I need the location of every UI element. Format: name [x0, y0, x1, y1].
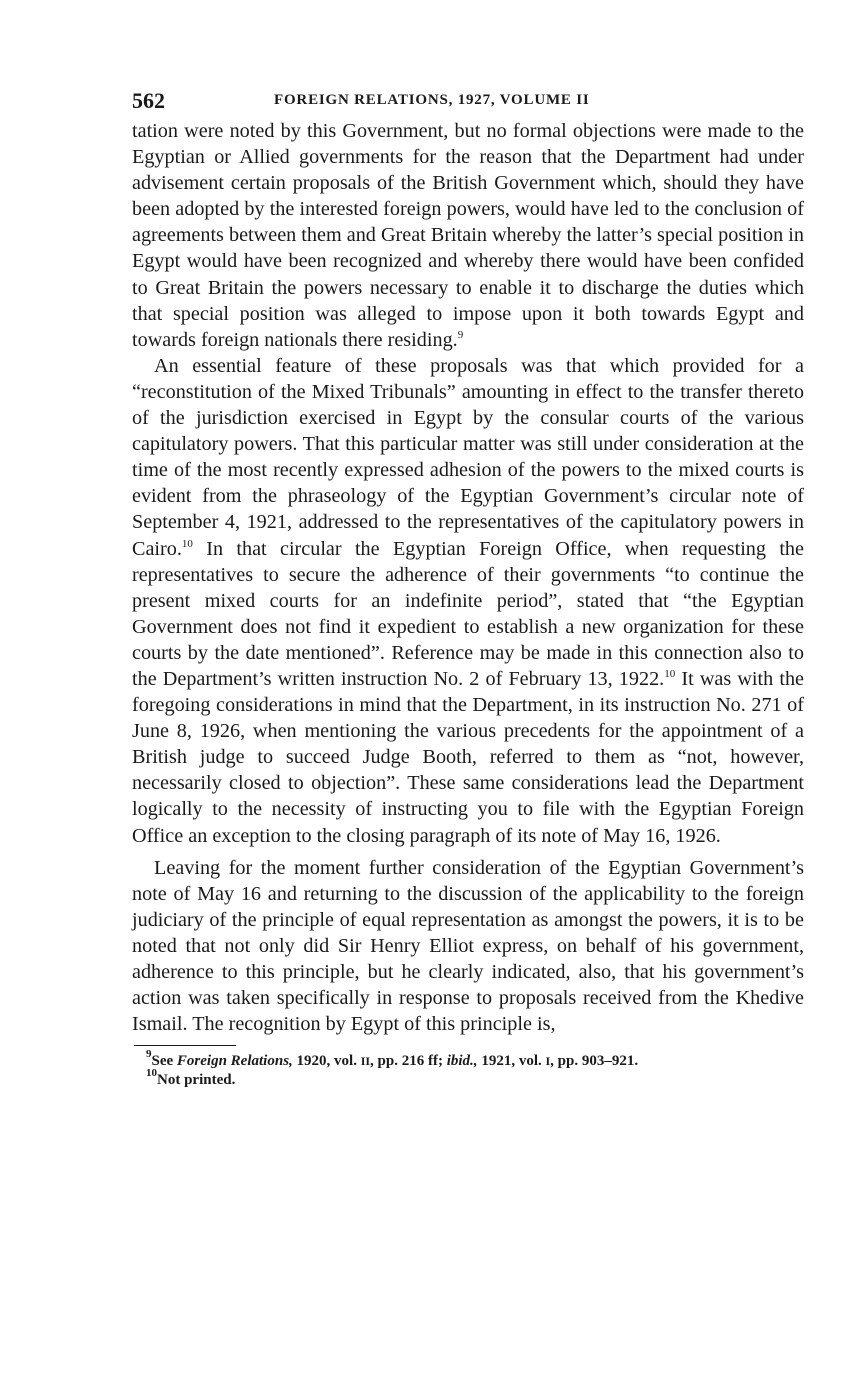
running-title: FOREIGN RELATIONS, 1927, VOLUME II — [274, 92, 590, 108]
paragraph-mixed-tribunals — [132, 353, 804, 849]
running-head — [132, 86, 804, 118]
footnote-ref: 10 — [181, 537, 193, 550]
paragraph-text: Leaving for the moment further consideration of the Egyptian Government’s note of May 16 and returning to the discussion of the applicability to the foreign judiciary of the principle of equal representation as amongst the powers, it is to be noted that not only did Sir Henry Elliot express, on behalf of his government, adherence to this principle, but he clearly indicated, also, that his government’s action was taken specifically in response to proposals received from the Khedive Ismail. The recognition by Egypt of this principle is, — [132, 856, 804, 1036]
paragraph-text: In that circular the Egyptian Foreign Office, when requesting the representatives to secure the adherence of their governments “to continue the present mixed courts for an indefinite period”, stated that “the Egyptian Government does not find it expedient to establish a new organization for these courts by the date mentioned”. Reference may be made in this connection also to the Department’s written instruction No. 2 of February 13, 1922. — [132, 537, 804, 690]
paragraph-text: It was with the foregoing considerations in mind that the Department, in its instruction No. 271 of June 8, 1926, when mentioning the various precedents for the appointment of a British judge to succeed Judge Booth, referred to them as “not, however, necessarily closed to objection”. These same considerations lead the Department logically to the necessity of instructing you to file with the Egyptian Foreign Office an exception to the closing paragraph of its note of May 16, 1926. — [132, 667, 805, 847]
footnote-marker: 9 — [146, 1048, 152, 1061]
paragraph-text: tation were noted by this Government, but no formal objections were made to the Egyptian or Allied governments for the reason that the Department had under advisement certain proposals of the British Government which, should they have been adopted by the interested foreign powers, would have led to the conclusion of agreements between them and Great Britain whereby the latter’s special position in Egypt would have been recognized and whereby there would have been confided to Great Britain the powers necessary to enable it to discharge the duties which that special position was alleged to impose upon it both towards Egypt and towards foreign nationals there residing. — [132, 120, 804, 351]
footnote-10: $^{10}$Not printed. — [146, 1067, 236, 1089]
footnote-source: Foreign Relations, — [176, 1053, 293, 1070]
footnote-ref: 9 — [457, 328, 464, 341]
footnote-9: $^9$See Foreign Relations, 1920, vol. II, pp. 216 ff; ibid., 1921, vol. I, pp. 903–921. — [146, 1048, 639, 1070]
body-text — [132, 118, 804, 1037]
paragraph-equal-representation — [132, 855, 804, 1038]
page-number: 562 — [132, 88, 165, 113]
footnote-divider — [134, 1045, 236, 1046]
paragraph-continuation — [132, 118, 804, 353]
paragraph-text: An essential feature of these proposals was that which provided for a “reconstitution of the Mixed Tribunals” amounting in effect to the transfer thereto of the jurisdiction exercised in Egypt by the consular courts of the various capitulatory powers. That this particular matter was still under consideration at the time of the most recently expressed adhesion of the powers to the mixed courts is evident from the phraseology of the Egyptian Government’s circular note of September 4, 1921, addressed to the representatives of the capitulatory powers in Cairo. — [132, 354, 804, 560]
footnote-ref: 10 — [664, 667, 676, 680]
footnote-marker: 10 — [146, 1067, 157, 1080]
document-page — [132, 86, 804, 1090]
footnotes — [132, 1048, 804, 1090]
